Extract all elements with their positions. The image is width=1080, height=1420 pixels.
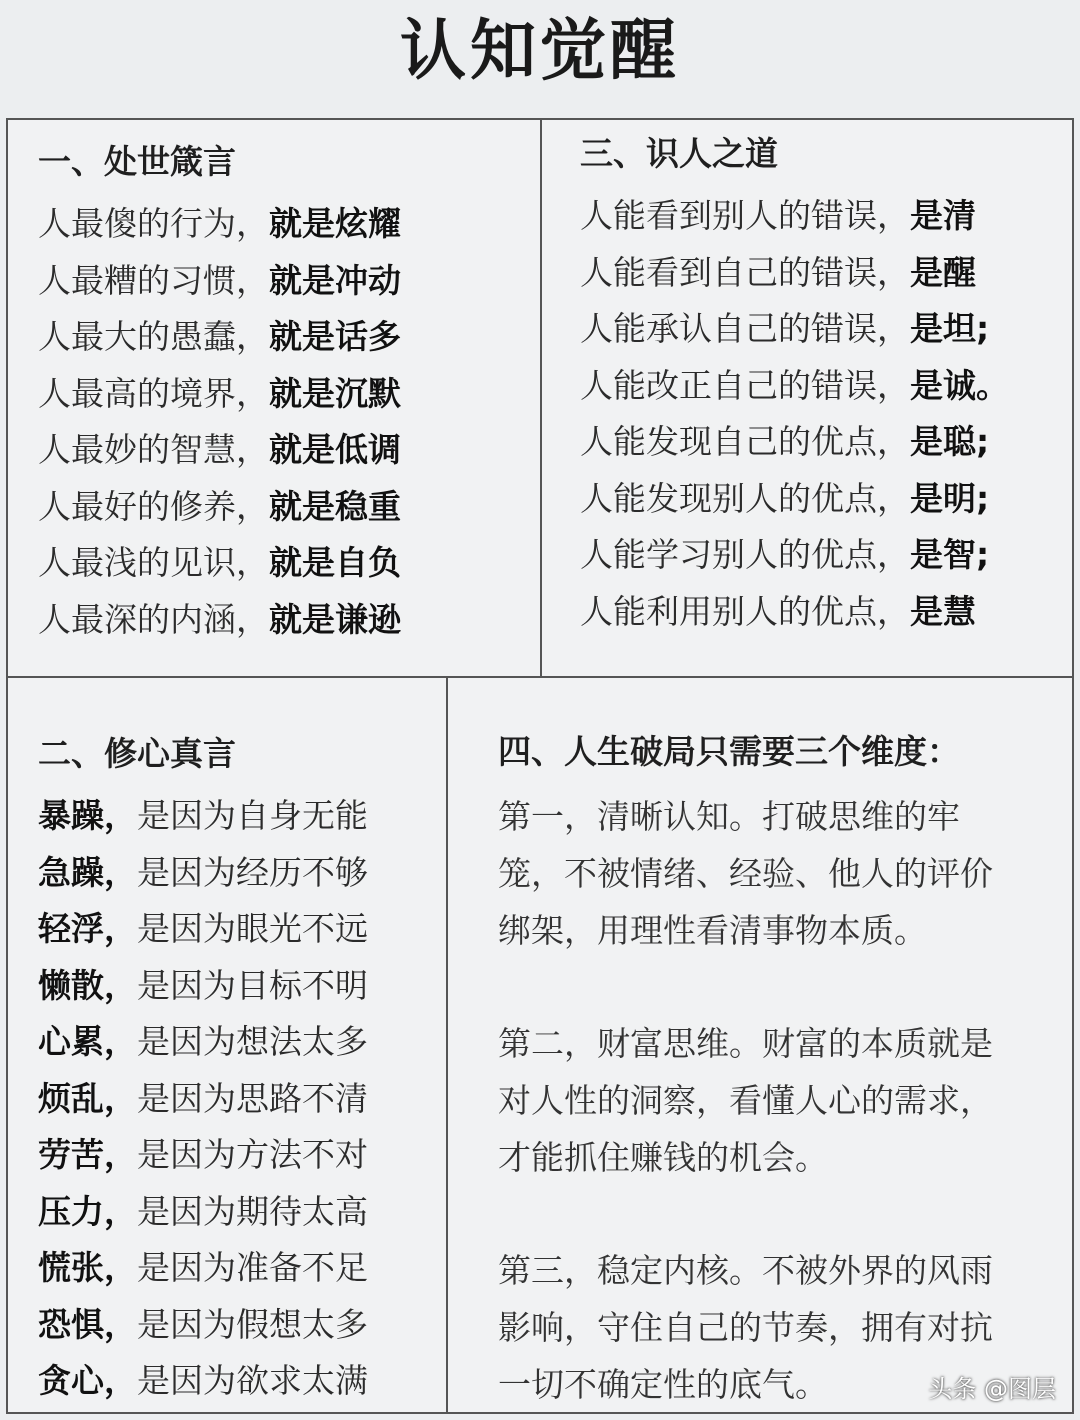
item-emphasis: 轻浮， (38, 909, 137, 948)
paragraph-line: 一切不确定性的底气。 (498, 1365, 828, 1404)
list-item (38, 479, 401, 536)
maxim-list (38, 196, 401, 648)
list-item (38, 422, 401, 479)
list-item (580, 245, 1009, 302)
paragraph-line: 第二，财富思维。财富的本质就是 (498, 1024, 993, 1063)
divider-vertical-top (540, 118, 542, 678)
item-emphasis: 就是稳重 (269, 486, 401, 526)
list-item (38, 309, 401, 366)
list-item (38, 366, 401, 423)
item-reason: 是因为准备不足 (137, 1248, 368, 1287)
divider-vertical-bottom (446, 676, 448, 1414)
paragraph-line: 绑架，用理性看清事物本质。 (498, 911, 927, 950)
item-emphasis: 就是低调 (269, 430, 401, 469)
item-reason: 是因为期待太高 (137, 1191, 368, 1231)
page-title: 认知觉醒 (400, 12, 680, 89)
cultivation-list (38, 788, 368, 1410)
item-reason: 是因为思路不清 (137, 1078, 368, 1118)
section-heading: 一、处世箴言 (38, 142, 236, 181)
item-reason: 是因为经历不够 (137, 852, 368, 892)
watermark-text: 头条 @图层 (928, 1375, 1056, 1403)
item-reason: 是因为欲求太满 (137, 1361, 368, 1400)
list-item (38, 1127, 368, 1184)
list-item (38, 901, 368, 958)
item-lead: 人能看到自己的错误， (580, 252, 910, 292)
list-item (580, 527, 1009, 584)
list-item (38, 1353, 368, 1410)
list-item (38, 958, 368, 1015)
paragraph-line: 第三，稳定内核。不被外界的风雨 (498, 1251, 993, 1290)
section-judging-people (580, 132, 1009, 640)
list-item (38, 535, 401, 592)
item-lead: 人能改正自己的错误， (580, 365, 910, 405)
paragraph-line: 笼，不被情绪、经验、他人的评价 (498, 854, 993, 893)
item-emphasis: 慌张， (38, 1248, 137, 1287)
item-lead: 人最糟的习惯， (38, 260, 269, 300)
item-emphasis: 是清 (910, 196, 976, 235)
item-lead: 人能发现自己的优点， (580, 422, 910, 461)
list-item (38, 196, 401, 253)
paragraph-group (498, 788, 993, 1413)
list-item (38, 788, 368, 845)
item-reason: 是因为眼光不远 (137, 909, 368, 948)
paragraph-spacer (498, 959, 993, 1015)
paragraph-third (498, 1242, 993, 1413)
list-item (38, 1297, 368, 1354)
section-worldly-maxims (38, 140, 401, 648)
item-emphasis: 是聪; (910, 422, 990, 461)
item-emphasis: 心累， (38, 1022, 137, 1061)
item-emphasis: 是坦; (910, 309, 990, 348)
paragraph-second (498, 1015, 993, 1186)
item-emphasis: 就是炫耀 (269, 204, 401, 243)
section-heading: 四、人生破局只需要三个维度： (498, 732, 960, 771)
list-item (580, 414, 1009, 471)
item-emphasis: 懒散， (38, 965, 137, 1005)
item-emphasis: 烦乱， (38, 1078, 137, 1118)
item-emphasis: 恐惧， (38, 1304, 137, 1344)
paragraph-line: 第一，清晰认知。打破思维的牢 (498, 797, 960, 836)
item-emphasis: 贪心， (38, 1361, 137, 1400)
item-lead: 人最高的境界， (38, 373, 269, 413)
list-item (38, 1184, 368, 1241)
list-item (580, 301, 1009, 358)
section-heading: 二、修心真言 (38, 734, 236, 773)
paragraph-spacer (498, 1186, 993, 1242)
item-emphasis: 压力， (38, 1191, 137, 1231)
item-lead: 人最傻的行为， (38, 204, 269, 243)
item-emphasis: 是智; (910, 535, 990, 574)
list-item (38, 592, 401, 649)
list-item (580, 358, 1009, 415)
item-emphasis: 就是话多 (269, 317, 401, 356)
list-item (38, 1014, 368, 1071)
paragraph-first (498, 788, 993, 959)
list-item (38, 845, 368, 902)
item-reason: 是因为自身无能 (137, 796, 368, 835)
paragraph-line: 对人性的洞察，看懂人心的需求， (498, 1081, 993, 1120)
item-lead: 人能学习别人的优点， (580, 535, 910, 574)
item-reason: 是因为想法太多 (137, 1022, 368, 1061)
judging-list (580, 188, 1009, 640)
item-emphasis: 劳苦， (38, 1135, 137, 1174)
item-emphasis: 就是自负 (269, 543, 401, 582)
section-mind-cultivation (38, 732, 368, 1410)
item-emphasis: 就是冲动 (269, 260, 401, 300)
item-lead: 人能发现别人的优点， (580, 478, 910, 518)
paragraph-line: 影响，守住自己的节奏，拥有对抗 (498, 1308, 993, 1347)
divider-horizontal (6, 676, 1074, 678)
item-reason: 是因为假想太多 (137, 1304, 368, 1344)
list-item (580, 471, 1009, 528)
list-item (38, 253, 401, 310)
item-emphasis: 是慧 (910, 591, 976, 631)
item-lead: 人最大的愚蠢， (38, 317, 269, 356)
list-item (38, 1071, 368, 1128)
list-item (38, 1240, 368, 1297)
item-lead: 人能利用别人的优点， (580, 591, 910, 631)
item-emphasis: 急躁， (38, 852, 137, 892)
paragraph-line: 才能抓住赚钱的机会。 (498, 1138, 828, 1177)
item-lead: 人最浅的见识， (38, 543, 269, 582)
item-emphasis: 就是沉默 (269, 373, 401, 413)
item-emphasis: 暴躁， (38, 796, 137, 835)
item-lead: 人能看到别人的错误， (580, 196, 910, 235)
item-emphasis: 是诚。 (910, 365, 1009, 405)
item-lead: 人最好的修养， (38, 486, 269, 526)
item-lead: 人能承认自己的错误， (580, 309, 910, 348)
list-item (580, 584, 1009, 641)
item-reason: 是因为方法不对 (137, 1135, 368, 1174)
item-emphasis: 是明; (910, 478, 990, 518)
item-lead: 人最深的内涵， (38, 599, 269, 639)
item-lead: 人最妙的智慧， (38, 430, 269, 469)
section-heading: 三、识人之道 (580, 134, 778, 173)
section-life-breakthrough (498, 730, 993, 1413)
list-item (580, 188, 1009, 245)
item-emphasis: 是醒 (910, 252, 976, 292)
item-emphasis: 就是谦逊 (269, 599, 401, 639)
item-reason: 是因为目标不明 (137, 965, 368, 1005)
